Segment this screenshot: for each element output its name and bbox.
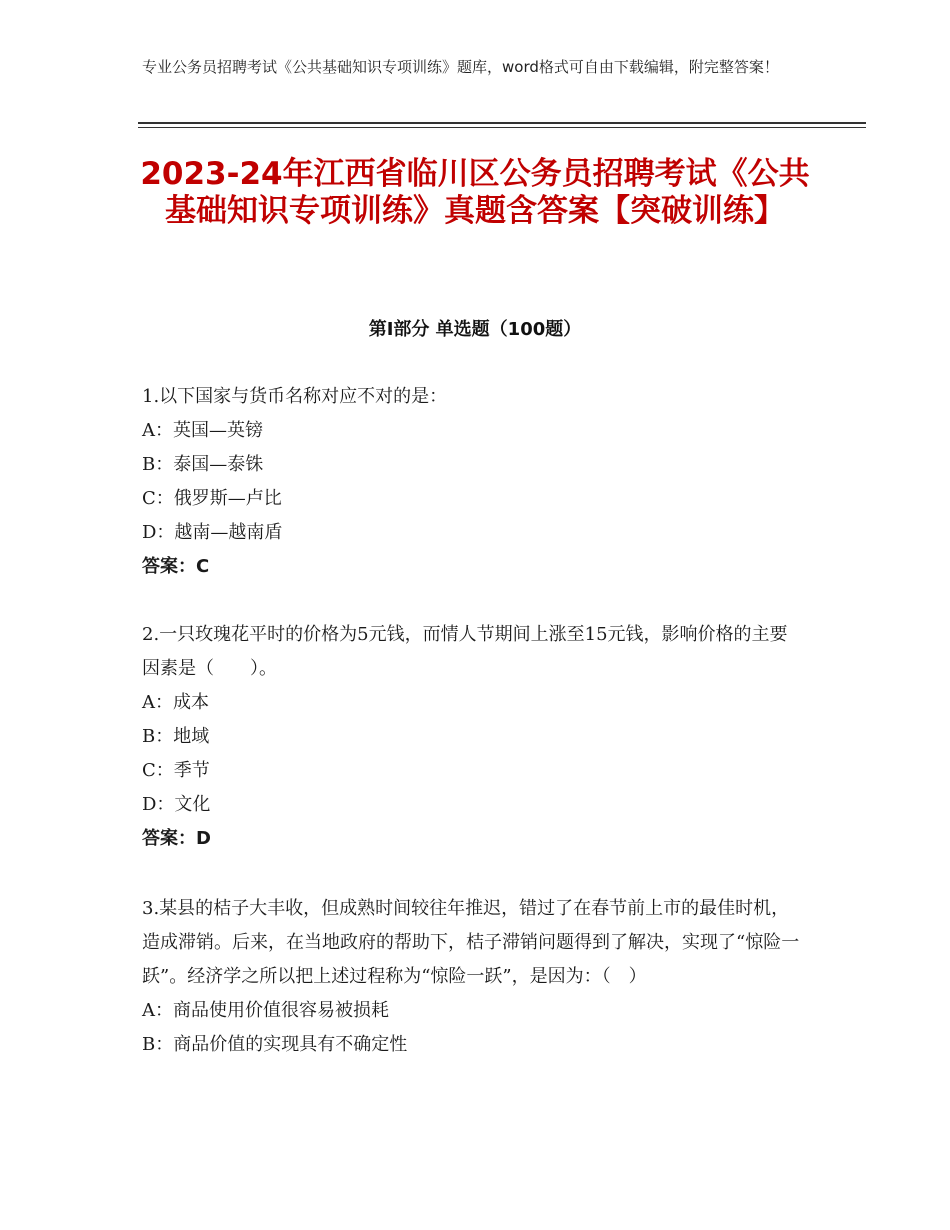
question-stem: 2.一只玫瑰花平时的价格为5元钱，而情人节期间上涨至15元钱，影响价格的主要因素是（ ）。 [142, 624, 788, 679]
option-c: C：季节 [142, 760, 210, 781]
answer: 答案：D [142, 828, 211, 849]
question-stem: 1.以下国家与货币名称对应不对的是： [142, 386, 448, 407]
option-a: A：成本 [142, 692, 209, 713]
question-3 [142, 892, 802, 1062]
document-title: 2023-24年江西省临川区公务员招聘考试《公共基础知识专项训练》真题含答案【突破训练】 [140, 156, 810, 229]
option-b: B：商品价值的实现具有不确定性 [142, 1034, 408, 1055]
header-rule-thin [138, 127, 866, 128]
option-b: B：地域 [142, 726, 210, 747]
question-stem: 3.某县的桔子大丰收，但成熟时间较往年推迟，错过了在春节前上市的最佳时机，造成滞销。后来，在当地政府的帮助下，桔子滞销问题得到了解决，实现了“惊险一跃”。经济学之所以把上述过程称为“惊险一跃”，是因为：（ ） [142, 898, 800, 987]
option-d: D：文化 [142, 794, 211, 815]
header-rule-thick [138, 122, 866, 124]
option-a: A：英国—英镑 [142, 420, 263, 441]
question-1 [142, 380, 802, 584]
answer: 答案：C [142, 556, 210, 577]
option-c: C：俄罗斯—卢比 [142, 488, 282, 509]
header-note: 专业公务员招聘考试《公共基础知识专项训练》题库，word格式可自由下载编辑，附完整答案！ [142, 58, 779, 76]
option-a: A：商品使用价值很容易被损耗 [142, 1000, 389, 1021]
question-2 [142, 618, 802, 856]
part-heading: 第Ⅰ部分 单选题（100题） [368, 319, 582, 340]
option-b: B：泰国—泰铢 [142, 454, 264, 475]
option-d: D：越南—越南盾 [142, 522, 283, 543]
